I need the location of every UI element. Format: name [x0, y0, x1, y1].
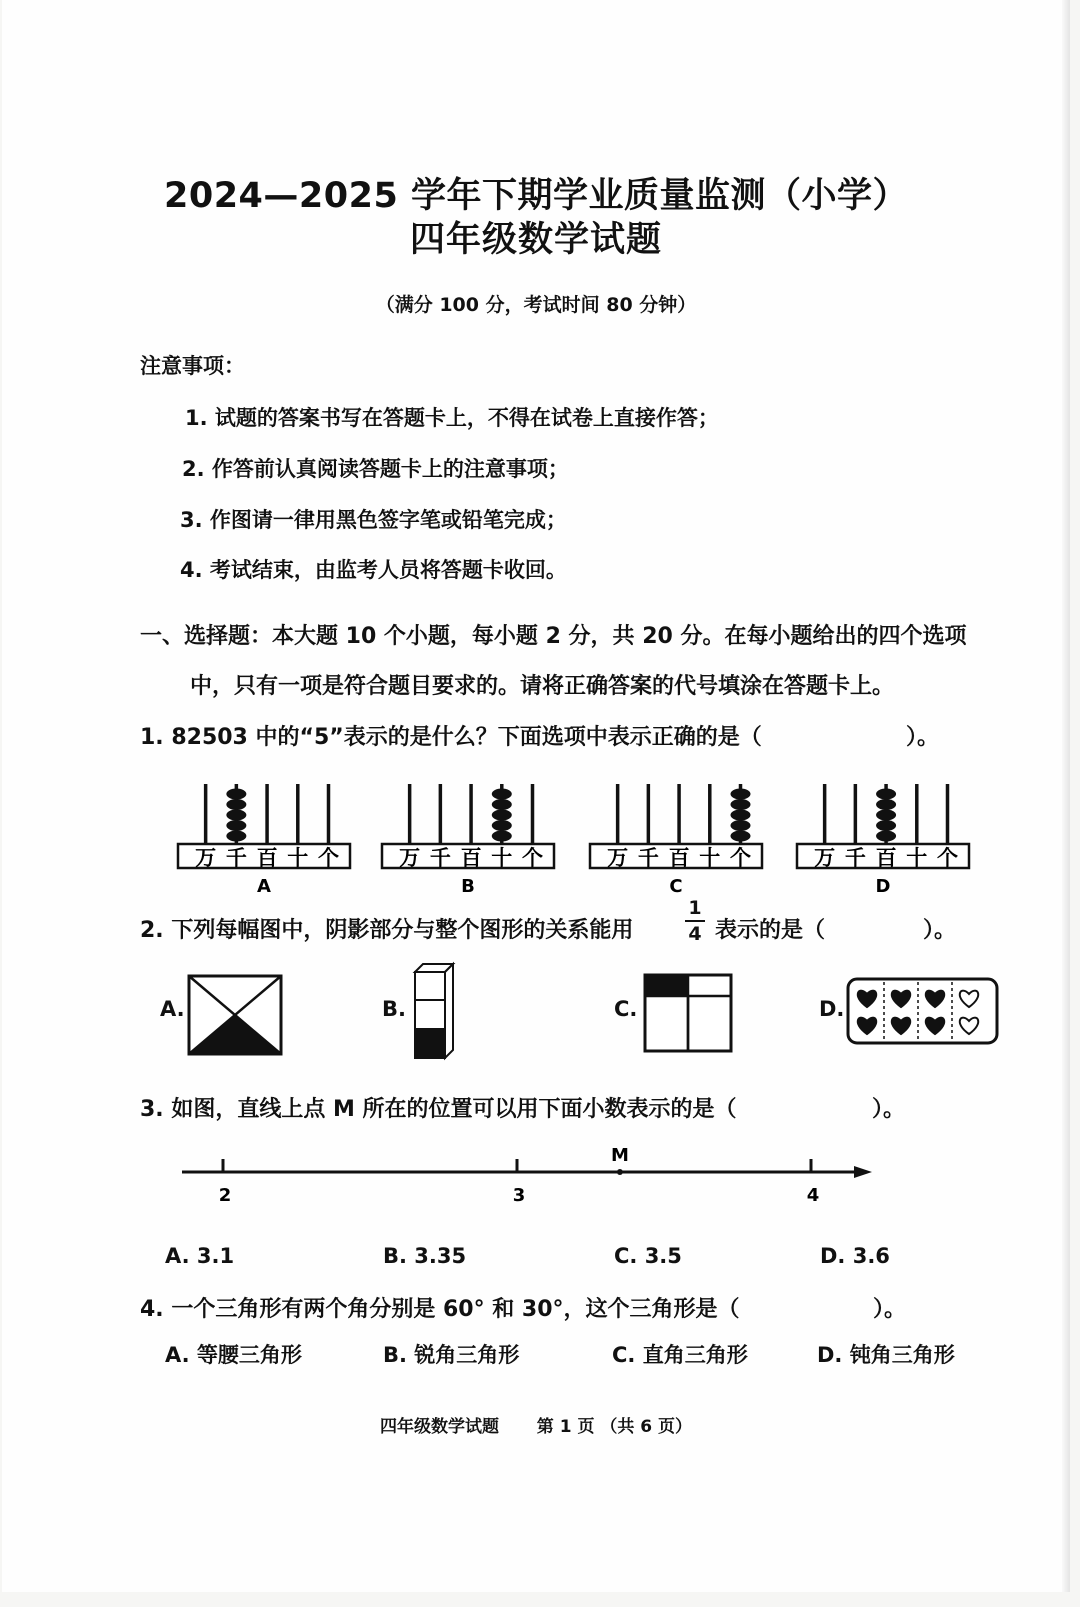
page-footer	[2, 1412, 1070, 1437]
abacus-bead	[876, 810, 896, 821]
abacus-bead	[876, 789, 896, 800]
abacus-place-label: 百	[668, 846, 690, 870]
abacus-place-label: 个	[937, 846, 958, 870]
q2-figure-b-cube-3-shaded	[415, 1029, 445, 1058]
section1-instructions-line1: 一、选择题：本大题 10 个小题，每小题 2 分，共 20 分。在每小题给出的四个选项	[140, 624, 967, 649]
section1-instructions-line2: 中，只有一项是符合题目要求的。请将正确答案的代号填涂在答题卡上。	[190, 674, 895, 699]
q3-option-a: A. 3.1	[165, 1244, 235, 1268]
q2-figure-d-frame	[848, 979, 997, 1043]
abacus-option-label: B	[461, 876, 475, 897]
number-line-tick-label: 2	[218, 1185, 232, 1206]
abacus-place-label: 百	[875, 846, 897, 870]
q4-stem: 4. 一个三角形有两个角分别是 60° 和 30°，这个三角形是（	[140, 1297, 740, 1322]
abacus-place-label: 万	[814, 846, 836, 870]
q2-stem: 2. 下列每幅图中，阴影部分与整个图形的关系能用	[140, 918, 634, 943]
abacus-place-label: 十	[906, 846, 928, 870]
q1-stem: 1. 82503 中的“5”表示的是什么？下面选项中表示正确的是（	[140, 725, 762, 750]
notice-item-3: 3. 作图请一律用黑色签字笔或铅笔完成；	[180, 508, 567, 532]
abacus-bead	[492, 820, 512, 831]
number-line-tick-label: 3	[512, 1185, 526, 1206]
number-line-tick-label: 4	[806, 1185, 820, 1206]
abacus-place-label: 个	[318, 846, 339, 870]
q2-option-c-label: C.	[614, 997, 638, 1021]
abacus-place-label: 个	[522, 846, 543, 870]
abacus-b	[382, 784, 554, 897]
abacus-bead	[226, 789, 246, 800]
notice-item-1: 1. 试题的答案书写在答题卡上，不得在试卷上直接作答；	[185, 406, 719, 430]
notice-item-4: 4. 考试结束，由监考人员将答题卡收回。	[180, 558, 567, 582]
abacus-bead	[492, 831, 512, 842]
abacus-bead	[226, 810, 246, 821]
footer-exam-name: 四年级数学试题	[379, 1417, 499, 1437]
abacus-place-label: 千	[637, 846, 659, 870]
q2-figure-c-shaded-part	[645, 975, 688, 996]
q2-fraction	[685, 898, 705, 944]
notice-item-2: 2. 作答前认真阅读答题卡上的注意事项；	[182, 457, 569, 481]
q3-stem: 3. 如图，直线上点 M 所在的位置可以用下面小数表示的是（	[140, 1097, 737, 1122]
abacus-bead	[731, 789, 751, 800]
page-edge-shadow	[1062, 0, 1070, 1592]
abacus-a	[178, 784, 350, 897]
abacus-bead	[876, 799, 896, 810]
exam-title-line1: 2024—2025 学年下期学业质量监测（小学）	[163, 176, 908, 216]
abacus-place-label: 千	[429, 846, 451, 870]
abacus-place-label: 万	[607, 846, 629, 870]
q2-fraction-numerator: 1	[688, 897, 702, 919]
q2-figure-b-cube-1	[415, 972, 445, 1000]
abacus-place-label: 百	[460, 846, 482, 870]
abacus-option-label: C	[669, 876, 683, 897]
q3-number-line-arrow	[854, 1166, 872, 1178]
abacus-bead	[226, 799, 246, 810]
q4-option-b: B. 锐角三角形	[383, 1343, 520, 1367]
q2-option-b-label: B.	[382, 997, 406, 1021]
q2-stem-end: ）。	[923, 918, 957, 943]
q3-option-b: B. 3.35	[383, 1244, 467, 1268]
q4-option-c: C. 直角三角形	[612, 1343, 748, 1367]
abacus-bead	[492, 789, 512, 800]
q1-abacus-figures	[2, 770, 1070, 900]
q2-figure-b	[409, 960, 459, 1062]
abacus-place-label: 万	[399, 846, 421, 870]
exam-subtitle: （满分 100 分，考试时间 80 分钟）	[375, 294, 697, 316]
q2-stem-after: 表示的是（	[715, 918, 826, 943]
q2-fraction-denominator: 4	[688, 923, 702, 945]
abacus-bead	[731, 831, 751, 842]
abacus-bead	[492, 810, 512, 821]
footer-page-number: 第 1 页 （共 6 页）	[536, 1417, 693, 1437]
q3-point-m-label: M	[610, 1145, 629, 1166]
q2-fraction-bar	[685, 920, 705, 922]
abacus-place-label: 千	[225, 846, 247, 870]
q3-point-m	[617, 1169, 623, 1175]
exam-title-line2: 四年级数学试题	[409, 220, 662, 260]
q3-option-d: D. 3.6	[820, 1244, 890, 1268]
abacus-bead	[492, 799, 512, 810]
q2-figure-d	[845, 976, 1001, 1048]
abacus-place-label: 十	[287, 846, 309, 870]
abacus-bead	[731, 799, 751, 810]
abacus-option-label: D	[875, 876, 891, 897]
abacus-bead	[876, 820, 896, 831]
abacus-d	[797, 784, 969, 897]
q4-option-d: D. 钝角三角形	[817, 1343, 955, 1367]
abacus-bead	[731, 810, 751, 821]
exam-page	[2, 0, 1070, 1592]
abacus-place-label: 万	[195, 846, 217, 870]
q4-option-a: A. 等腰三角形	[165, 1343, 302, 1367]
abacus-bead	[226, 820, 246, 831]
abacus-place-label: 百	[256, 846, 278, 870]
q2-option-d-label: D.	[819, 997, 845, 1021]
q3-number-line	[2, 1135, 1070, 1215]
q3-stem-end: ）。	[872, 1097, 906, 1122]
abacus-c	[590, 784, 762, 897]
abacus-bead	[731, 820, 751, 831]
q2-figure-b-cube-2	[415, 1000, 445, 1029]
abacus-place-label: 千	[844, 846, 866, 870]
q2-figure-c	[642, 972, 736, 1056]
abacus-place-label: 个	[730, 846, 751, 870]
abacus-place-label: 十	[699, 846, 721, 870]
q4-stem-end: ）。	[873, 1297, 907, 1322]
notice-heading: 注意事项：	[140, 354, 245, 378]
abacus-bead	[226, 831, 246, 842]
q2-figure-b-side	[445, 964, 453, 1058]
abacus-option-label: A	[257, 876, 271, 897]
q3-option-c: C. 3.5	[614, 1244, 682, 1268]
abacus-bead	[876, 831, 896, 842]
abacus-place-label: 十	[491, 846, 513, 870]
q2-figure-a	[186, 973, 286, 1059]
q2-option-a-label: A.	[160, 997, 185, 1021]
q1-stem-end: ）。	[906, 725, 940, 750]
